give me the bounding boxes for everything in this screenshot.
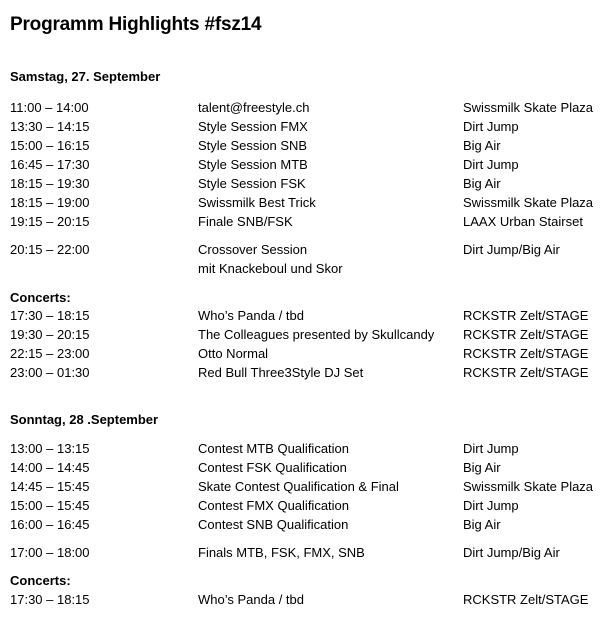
row-time: 13:00 – 13:15: [10, 441, 90, 456]
row-location: RCKSTR Zelt/STAGE: [463, 346, 589, 361]
row-event: Style Session MTB: [198, 157, 308, 172]
row-location: Dirt Jump: [463, 441, 519, 456]
row-location: Swissmilk Skate Plaza: [463, 195, 594, 210]
row-time: 19:30 – 20:15: [10, 327, 90, 342]
row-location: Dirt Jump: [463, 498, 519, 513]
row-time: 14:45 – 15:45: [10, 479, 90, 494]
page-title: Programm Highlights #fsz14: [10, 14, 262, 35]
schedule-row: [10, 98, 600, 117]
schedule-row: [10, 193, 600, 212]
saturday-concerts-heading: Concerts:: [10, 290, 71, 305]
row-time: 17:30 – 18:15: [10, 592, 90, 607]
row-time: 16:45 – 17:30: [10, 157, 90, 172]
row-location: Dirt Jump: [463, 157, 519, 172]
row-event: Who’s Panda / tbd: [198, 308, 304, 323]
row-time: 14:00 – 14:45: [10, 460, 90, 475]
saturday-heading: Samstag, 27. September: [10, 69, 161, 84]
row-location: Dirt Jump/Big Air: [463, 242, 560, 257]
row-event: Swissmilk Best Trick: [198, 195, 316, 210]
row-time: 23:00 – 01:30: [10, 365, 90, 380]
row-event: Who’s Panda / tbd: [198, 592, 304, 607]
schedule-row: [10, 515, 600, 534]
row-location: Big Air: [463, 138, 501, 153]
sunday-heading: Sonntag, 28 .September: [10, 412, 159, 427]
row-location: Swissmilk Skate Plaza: [463, 479, 594, 494]
row-event: [198, 240, 343, 278]
row-event: Otto Normal: [198, 346, 269, 361]
row-time: 13:30 – 14:15: [10, 119, 90, 134]
row-time: 18:15 – 19:30: [10, 176, 90, 191]
schedule-row: [10, 136, 600, 155]
concert-row: [10, 363, 600, 382]
row-time: 17:30 – 18:15: [10, 308, 90, 323]
schedule-row: [10, 155, 600, 174]
schedule-row: [10, 174, 600, 193]
schedule-row: [10, 496, 600, 515]
schedule-row: [10, 477, 600, 496]
row-location: RCKSTR Zelt/STAGE: [463, 592, 589, 607]
row-location: Big Air: [463, 517, 501, 532]
finals-row: [10, 543, 600, 562]
row-event: Contest FMX Qualification: [198, 498, 350, 513]
row-time: 20:15 – 22:00: [10, 242, 90, 257]
row-time: 19:15 – 20:15: [10, 214, 90, 229]
row-event-line: Crossover Session: [198, 242, 308, 257]
row-event: Finals MTB, FSK, FMX, SNB: [198, 545, 365, 560]
row-location: RCKSTR Zelt/STAGE: [463, 327, 589, 342]
row-event-line: mit Knackeboul und Skor: [198, 261, 343, 276]
row-event: The Colleagues presented by Skullcandy: [198, 327, 435, 342]
row-event: Style Session FMX: [198, 119, 308, 134]
row-location: Dirt Jump/Big Air: [463, 545, 560, 560]
row-time: 15:00 – 16:15: [10, 138, 90, 153]
concert-row: [10, 325, 600, 344]
row-time: 11:00 – 14:00: [10, 100, 89, 115]
row-event: Finale SNB/FSK: [198, 214, 293, 229]
row-event: talent@freestyle.ch: [198, 100, 310, 115]
row-event: Style Session SNB: [198, 138, 308, 153]
schedule-row: [10, 117, 600, 136]
row-event: Style Session FSK: [198, 176, 306, 191]
row-location: Big Air: [463, 176, 501, 191]
schedule-row: [10, 439, 600, 458]
row-location: Swissmilk Skate Plaza: [463, 100, 594, 115]
row-time: 18:15 – 19:00: [10, 195, 90, 210]
row-time: 15:00 – 15:45: [10, 498, 90, 513]
row-time: 16:00 – 16:45: [10, 517, 90, 532]
row-location: RCKSTR Zelt/STAGE: [463, 308, 589, 323]
row-location: LAAX Urban Stairset: [463, 214, 583, 229]
row-location: RCKSTR Zelt/STAGE: [463, 365, 589, 380]
row-event: Contest MTB Qualification: [198, 441, 350, 456]
row-event: Red Bull Three3Style DJ Set: [198, 365, 364, 380]
row-time: 22:15 – 23:00: [10, 346, 90, 361]
row-event: Contest FSK Qualification: [198, 460, 347, 475]
concert-row: [10, 306, 600, 325]
concert-row: [10, 590, 600, 609]
concert-row: [10, 344, 600, 363]
row-event: Skate Contest Qualification & Final: [198, 479, 399, 494]
row-time: 17:00 – 18:00: [10, 545, 90, 560]
crossover-row: [10, 240, 600, 278]
row-location: Big Air: [463, 460, 501, 475]
row-event: Contest SNB Qualification: [198, 517, 349, 532]
schedule-row: [10, 212, 600, 231]
row-location: Dirt Jump: [463, 119, 519, 134]
sunday-concerts-heading: Concerts:: [10, 573, 71, 588]
schedule-row: [10, 458, 600, 477]
